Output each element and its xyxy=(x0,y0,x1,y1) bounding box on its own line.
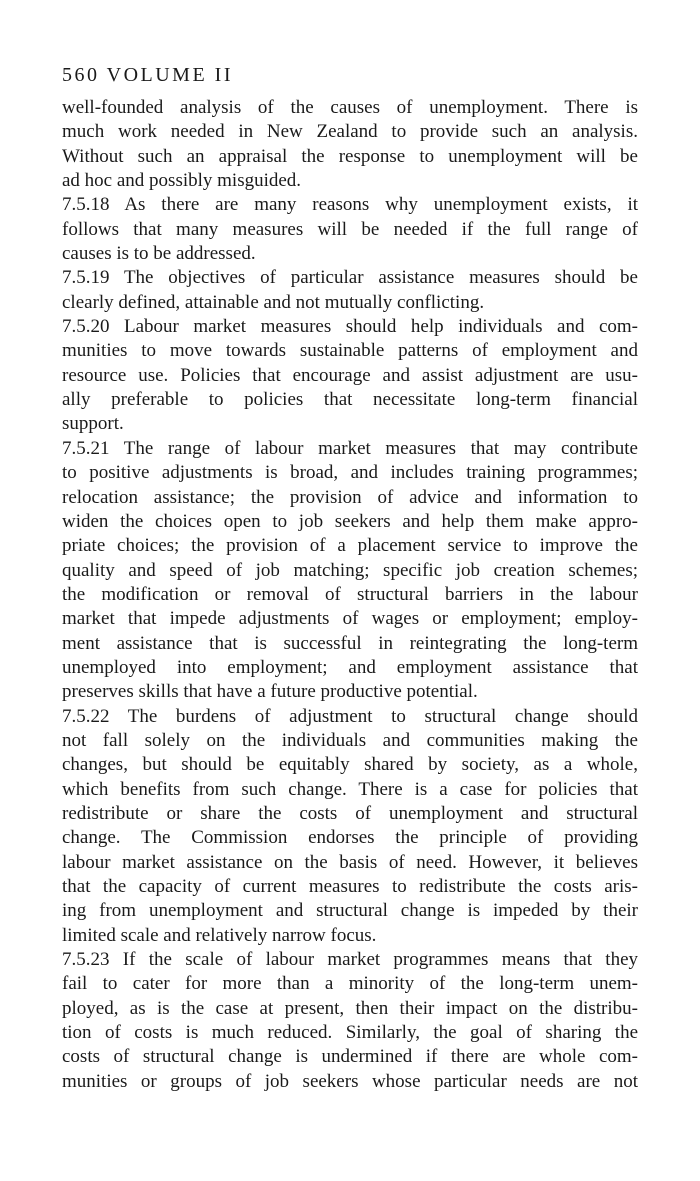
text-line: 7.5.18 As there are many reasons why unemployment exists, it xyxy=(62,194,638,216)
text-line: munities or groups of job seekers whose particular needs are not xyxy=(62,1070,638,1092)
text-line: that the capacity of current measures to redistribute the costs aris- xyxy=(62,876,638,897)
text-line: clearly defined, attainable and not mutually conflicting. xyxy=(62,291,485,313)
text-line: redistribute or share the costs of unemployment and structural xyxy=(62,802,638,824)
text-line: ployed, as is the case at present, then their impact on the distribu- xyxy=(62,997,638,1019)
text-line: 7.5.21 The range of labour market measures that may contribute xyxy=(62,437,638,459)
text-line: Without such an appraisal the response to unemployment will be xyxy=(62,145,638,167)
text-line: widen the choices open to job seekers and help them make appro- xyxy=(62,510,638,532)
text-line: change. The Commission endorses the principle of providing xyxy=(62,827,638,849)
text-line: which benefits from such change. There is a case for policies that xyxy=(62,778,638,800)
text-line: munities to move towards sustainable patterns of employment and xyxy=(62,340,638,362)
text-line: limited scale and relatively narrow focus. xyxy=(62,924,377,946)
text-line: labour market assistance on the basis of need. However, it believes xyxy=(62,851,638,873)
text-line: much work needed in New Zealand to provide such an analysis. xyxy=(62,121,638,143)
text-line: fail to cater for more than a minority of the long-term unem- xyxy=(62,973,638,995)
text-line: tion of costs is much reduced. Similarly, the goal of sharing the xyxy=(62,1022,638,1044)
text-line: relocation assistance; the provision of advice and information to xyxy=(62,486,638,508)
text-line: quality and speed of job matching; specific job creation schemes; xyxy=(62,559,638,581)
running-head: 560 VOLUME II xyxy=(62,64,234,86)
text-line: ing from unemployment and structural change is impeded by their xyxy=(62,900,638,922)
text-line: ad hoc and possibly misguided. xyxy=(62,170,302,192)
text-line: preserves skills that have a future productive potential. xyxy=(62,681,478,703)
text-line: priate choices; the provision of a placement service to improve the xyxy=(62,535,638,557)
text-line: costs of structural change is undermined if there are whole com- xyxy=(62,1046,638,1068)
text-line: 7.5.20 Labour market measures should help individuals and com- xyxy=(62,316,638,338)
text-line: to positive adjustments is broad, and includes training programmes; xyxy=(62,462,638,484)
text-line: changes, but should be equitably shared by society, as a whole, xyxy=(62,754,638,776)
text-line: well-founded analysis of the causes of unemployment. There is xyxy=(62,97,638,118)
text-line: support. xyxy=(62,413,124,435)
text-line: market that impede adjustments of wages or employment; employ- xyxy=(62,608,638,630)
body-text xyxy=(62,96,638,1094)
text-line: 7.5.22 The burdens of adjustment to structural change should xyxy=(62,705,638,727)
text-line: 7.5.19 The objectives of particular assistance measures should be xyxy=(62,267,638,289)
text-line: ally preferable to policies that necessitate long-term financial xyxy=(62,389,638,411)
document-page xyxy=(62,62,638,1094)
text-line: resource use. Policies that encourage and assist adjustment are usu- xyxy=(62,364,638,386)
text-line: causes is to be addressed. xyxy=(62,243,256,265)
text-line: 7.5.23 If the scale of labour market programmes means that they xyxy=(62,949,638,971)
text-line: unemployed into employment; and employment assistance that xyxy=(62,656,638,678)
text-line: follows that many measures will be needed if the full range of xyxy=(62,218,638,240)
text-line: the modification or removal of structural barriers in the labour xyxy=(62,583,638,605)
text-line: ment assistance that is successful in reintegrating the long-term xyxy=(62,632,638,654)
text-line: not fall solely on the individuals and communities making the xyxy=(62,729,638,751)
